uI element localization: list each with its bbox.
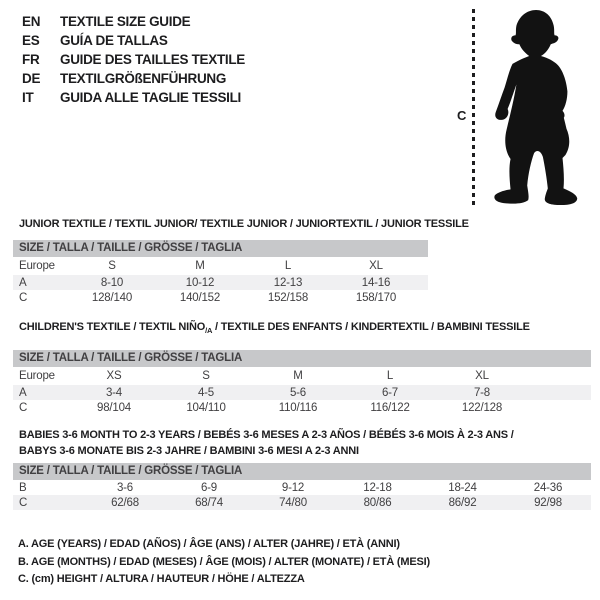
junior-size-header-bar: SIZE / TALLA / TAILLE / GRÖSSE / TAGLIA [13,240,428,257]
size-cell: 86/92 [448,496,477,509]
size-cell: 24-36 [533,481,563,494]
row-label: C [19,401,28,414]
age-years-row [13,385,591,400]
size-cell: 10-12 [185,276,215,289]
size-cell: 98/104 [97,401,131,414]
size-cell: 6-9 [200,481,218,494]
size-cell: 8-10 [100,276,124,289]
size-cell: 62/68 [111,496,139,509]
age-years-row [13,275,428,290]
language-code: FR [22,52,40,67]
filler-cell [528,367,591,385]
language-label: GUIDE DES TAILLES TEXTILE [60,52,246,67]
language-code: DE [22,71,41,86]
toddler-silhouette-icon [480,7,596,208]
size-column-header: M [293,370,303,383]
filler-cell [420,275,428,290]
size-column-header: L [386,370,394,383]
row-label: B [19,481,27,494]
row-label: C [19,496,28,509]
language-row [22,50,245,69]
size-cell: 122/128 [461,401,503,414]
babies-table-title [19,427,591,459]
size-cell: 140/152 [179,291,221,304]
children-title-text: / TEXTILE DES ENFANTS / KINDERTEXTIL / BAMBINI TESSILE [212,321,530,333]
size-cell: 3-6 [116,481,134,494]
size-cell: 152/158 [267,291,309,304]
size-header-row [13,257,428,275]
children-textile-section [13,321,591,415]
size-cell: 104/110 [186,401,226,414]
legend-line-a: A. AGE (YEARS) / EDAD (AÑOS) / ÂGE (ANS) / ALTER (JAHRE) / ETÀ (ANNI) [18,538,400,550]
filler-cell [420,290,428,305]
filler-cell [528,385,591,400]
size-column-header: S [202,370,210,383]
legend-line-b: B. AGE (MONTHS) / EDAD (MESES) / ÂGE (MOIS) / ALTER (MONATE) / ETÀ (MESI) [18,555,430,568]
children-table-title [19,321,591,337]
size-column-header: XS [106,370,122,383]
size-cell: 92/98 [534,496,562,509]
language-row [22,88,245,107]
size-cell: 18-24 [448,481,477,494]
size-cell: 68/74 [195,496,223,509]
size-cell: 158/170 [355,291,397,304]
junior-textile-section [13,218,469,305]
filler-cell [420,257,428,275]
size-cell: 12-13 [273,276,303,289]
row-label: C [19,291,28,304]
size-cell: 110/116 [278,401,318,414]
row-label: A [19,386,27,399]
language-row [22,69,245,88]
height-dotted-line [472,9,475,207]
legend-line-c: C. (cm) HEIGHT / ALTURA / HAUTEUR / HÖHE / ALTEZZA [18,573,305,585]
height-cm-row [13,290,428,305]
size-cell: 128/140 [91,291,133,304]
size-cell: 6-7 [381,386,399,399]
babies-title-line1: BABIES 3-6 MONTH TO 2-3 YEARS / BEBÉS 3-6 MESES A 2-3 AÑOS / BÉBÉS 3-6 MOIS À 2-3 ANS / [19,429,514,441]
height-cm-row [13,400,591,415]
row-label: A [19,276,27,289]
language-label: GUIDA ALLE TAGLIE TESSILI [60,90,241,105]
height-cm-row [13,495,591,510]
measurement-legend [18,536,430,589]
language-code: IT [22,90,34,105]
language-label: GUÍA DE TALLAS [60,33,168,48]
region-label: Europe [19,260,55,272]
size-cell: 9-12 [281,481,305,494]
size-cell: 4-5 [197,386,215,399]
language-label: TEXTILE SIZE GUIDE [60,14,191,29]
children-size-header-bar: SIZE / TALLA / TAILLE / GRÖSSE / TAGLIA [13,350,591,367]
size-column-header: XL [475,370,489,383]
height-measure-label: C [457,108,467,123]
size-cell: 3-4 [105,386,123,399]
size-column-header: S [108,260,116,272]
language-code: EN [22,14,41,29]
babies-size-table [13,480,591,510]
filler-cell [528,400,591,415]
age-months-row [13,480,591,495]
children-title-text: CHILDREN'S TEXTILE / TEXTIL NIÑO [19,321,206,333]
size-cell: 5-6 [289,386,307,399]
language-row [22,31,245,50]
language-label: TEXTILGRÖßENFÜHRUNG [60,71,227,86]
children-size-table [13,367,591,415]
language-row [22,12,245,31]
size-cell: 7-8 [473,386,491,399]
junior-size-table [13,257,428,305]
size-column-header: XL [369,260,383,272]
size-cell: 116/122 [370,401,410,414]
language-code: ES [22,33,40,48]
babies-title-line2: BABYS 3-6 MONATE BIS 2-3 JAHRE / BAMBINI 3-6 MESI A 2-3 ANNI [19,445,359,457]
size-cell: 80/86 [363,496,392,509]
size-cell: 14-16 [361,276,391,289]
size-cell: 12-18 [363,481,392,494]
babies-size-header-bar: SIZE / TALLA / TAILLE / GRÖSSE / TAGLIA [13,463,591,480]
size-cell: 74/80 [279,496,307,509]
junior-table-title: JUNIOR TEXTILE / TEXTIL JUNIOR/ TEXTILE JUNIOR / JUNIORTEXTIL / JUNIOR TESSILE [19,218,469,230]
size-header-row [13,367,591,385]
children-title-subscript: /A [205,326,213,336]
babies-textile-section [13,427,591,510]
language-list [22,12,245,107]
size-column-header: L [284,260,292,272]
size-column-header: M [195,260,205,272]
region-label: Europe [19,370,55,383]
